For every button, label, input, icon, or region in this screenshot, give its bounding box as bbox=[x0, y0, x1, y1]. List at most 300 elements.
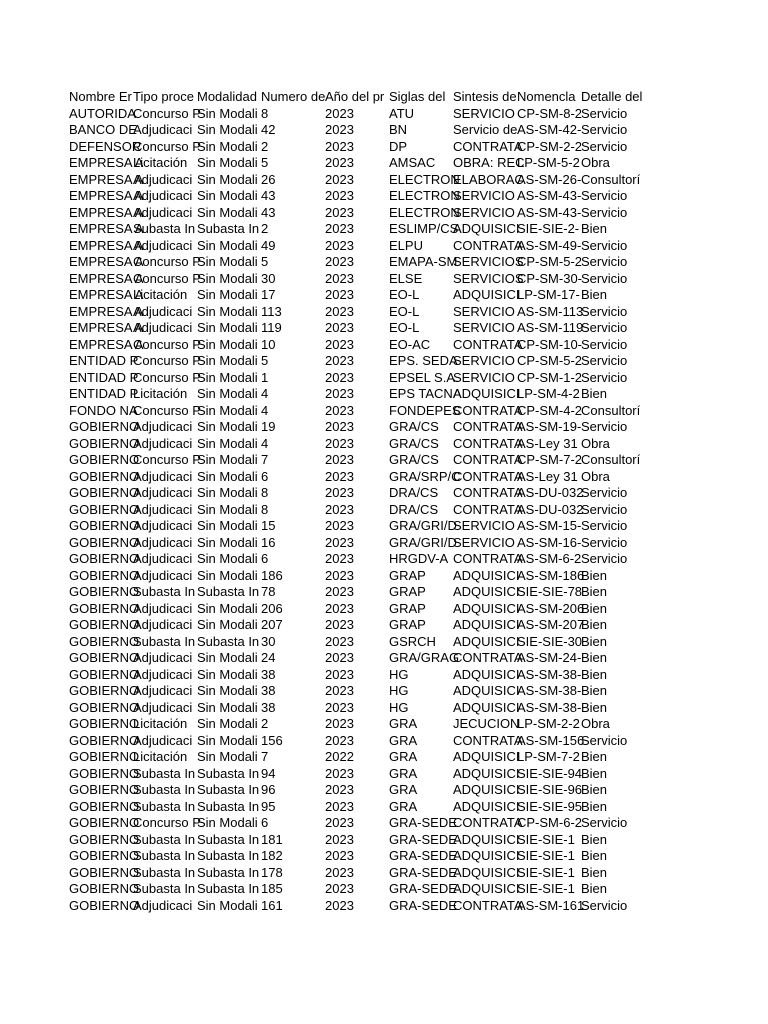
table-cell: CP-SM-2-2 bbox=[517, 138, 583, 154]
table-cell: 2 bbox=[261, 138, 269, 154]
table-cell: Sin Modali bbox=[197, 567, 258, 583]
table-cell: Servicio bbox=[581, 353, 628, 368]
table-cell: CONTRATA bbox=[453, 650, 523, 665]
table-cell: ADQUISICI bbox=[453, 683, 520, 698]
table-cell: SERVICIO bbox=[453, 303, 515, 319]
table-cell: GRA-SEDE bbox=[389, 897, 457, 913]
table-cell: AS-SM-43- bbox=[517, 204, 582, 220]
table-cell: 15 bbox=[261, 518, 276, 533]
table-row bbox=[69, 436, 689, 453]
header-cell: Siglas del bbox=[389, 89, 446, 104]
table-cell: Concurso P bbox=[133, 105, 201, 121]
table-cell: EMPRESA A bbox=[69, 204, 144, 220]
table-cell: 2023 bbox=[325, 666, 354, 682]
table-row bbox=[69, 766, 689, 783]
table-cell: Concurso P bbox=[133, 815, 201, 830]
table-cell: DEFENSOR bbox=[69, 138, 142, 154]
table-cell: LP-SM-4-2 bbox=[517, 386, 580, 401]
table-cell: Bien bbox=[581, 666, 608, 682]
table-cell: ENTIDAD P bbox=[69, 386, 139, 401]
table-row bbox=[69, 106, 689, 123]
table-cell: GOBIERNO bbox=[69, 749, 140, 764]
table-cell: Adjudicaci bbox=[133, 551, 193, 566]
table-row bbox=[69, 485, 689, 502]
table-cell: GRA/SRP/C bbox=[389, 468, 461, 484]
table-row bbox=[69, 122, 689, 139]
table-cell: Adjudicaci bbox=[133, 303, 193, 319]
table-cell: GRA-SEDE bbox=[389, 864, 457, 880]
table-cell: Subasta In bbox=[133, 765, 196, 781]
table-cell: Concurso P bbox=[133, 452, 201, 467]
table-cell: Servicio bbox=[581, 188, 628, 203]
table-cell: 186 bbox=[261, 567, 283, 583]
table-cell: EMAPA-SM bbox=[389, 254, 458, 269]
table-cell: Sin Modali bbox=[197, 270, 258, 286]
table-cell: 2022 bbox=[325, 749, 354, 764]
table-cell: GRAP bbox=[389, 617, 426, 632]
table-cell: GRA bbox=[389, 782, 418, 797]
table-cell: 178 bbox=[261, 864, 283, 880]
table-cell: 182 bbox=[261, 848, 283, 863]
table-cell: 2023 bbox=[325, 270, 354, 286]
table-cell: GOBIERNO bbox=[69, 501, 140, 517]
header-row bbox=[69, 89, 689, 106]
header-cell: Sintesis de bbox=[453, 89, 517, 104]
table-cell: EPS. SEDA bbox=[389, 353, 458, 368]
table-cell: Sin Modali bbox=[197, 518, 258, 533]
table-cell: 2023 bbox=[325, 303, 354, 319]
table-cell: 49 bbox=[261, 237, 276, 253]
table-cell: 2023 bbox=[325, 551, 354, 566]
table-cell: 30 bbox=[261, 633, 276, 649]
table-cell: 2023 bbox=[325, 171, 354, 187]
table-row bbox=[69, 881, 689, 898]
table-cell: AS-SM-19- bbox=[517, 419, 582, 434]
table-cell: Obra bbox=[581, 435, 610, 451]
table-cell: GRA-SEDE bbox=[389, 831, 457, 847]
table-cell: 2023 bbox=[325, 501, 354, 517]
table-cell: CP-SM-30- bbox=[517, 270, 583, 286]
table-cell: ADQUISICI bbox=[453, 666, 520, 682]
table-cell: GRA bbox=[389, 732, 418, 748]
table-cell: Licitación bbox=[133, 749, 188, 764]
table-cell: SERVICIOS bbox=[453, 270, 524, 286]
table-row bbox=[69, 419, 689, 436]
table-cell: ADQUISICI bbox=[453, 600, 520, 616]
table-cell: AS-SM-113 bbox=[517, 303, 584, 319]
table-cell: FONDEPES bbox=[389, 402, 461, 418]
table-cell: SIE-SIE-78 bbox=[517, 584, 583, 599]
table-cell: AS-SM-161 bbox=[517, 897, 585, 913]
table-cell: EMPRESA A bbox=[69, 155, 144, 170]
header-cell: Detalle del bbox=[581, 89, 643, 104]
table-cell: AS-SM-49- bbox=[517, 237, 582, 253]
table-cell: 2023 bbox=[325, 534, 354, 550]
table-cell: SIE-SIE-1 bbox=[517, 881, 575, 896]
table-cell: Sin Modali bbox=[197, 501, 258, 517]
table-cell: 2023 bbox=[325, 518, 354, 533]
table-cell: Adjudicaci bbox=[133, 683, 193, 698]
table-row bbox=[69, 568, 689, 585]
table-cell: 2023 bbox=[325, 732, 354, 748]
table-row bbox=[69, 386, 689, 403]
table-row bbox=[69, 716, 689, 733]
table-cell: Sin Modali bbox=[197, 435, 258, 451]
table-cell: CP-SM-10- bbox=[517, 336, 583, 352]
table-row bbox=[69, 617, 689, 634]
table-cell: SERVICIO bbox=[453, 534, 515, 550]
table-cell: DP bbox=[389, 138, 408, 154]
table-cell: 2023 bbox=[325, 798, 354, 814]
table-cell: ESLIMP/CS bbox=[389, 221, 459, 236]
table-cell: HG bbox=[389, 699, 409, 715]
table-cell: Bien bbox=[581, 386, 608, 401]
table-cell: Subasta In bbox=[197, 633, 260, 649]
table-cell: Sin Modali bbox=[197, 600, 258, 616]
table-cell: 4 bbox=[261, 402, 269, 418]
table-cell: 2023 bbox=[325, 485, 354, 500]
table-cell: AS-SM-43- bbox=[517, 188, 582, 203]
table-cell: Servicio bbox=[581, 270, 628, 286]
table-cell: Bien bbox=[581, 633, 608, 649]
table-cell: AS-SM-38- bbox=[517, 699, 582, 715]
header-cell: Modalidad bbox=[197, 89, 257, 104]
table-cell: AS-SM-186 bbox=[517, 567, 585, 583]
table-cell: 207 bbox=[261, 617, 283, 632]
table-cell: CP-SM-5-2 bbox=[517, 353, 583, 368]
table-cell: 2023 bbox=[325, 237, 354, 253]
table-cell: Servicio bbox=[581, 254, 628, 269]
table-cell: GOBIERNO bbox=[69, 716, 140, 731]
table-cell: Licitación bbox=[133, 716, 188, 731]
table-cell: AS-Ley 31 bbox=[517, 468, 578, 484]
table-cell: ADQUISICI bbox=[453, 287, 520, 302]
table-cell: LP-SM-17- bbox=[517, 287, 580, 302]
table-cell: AS-SM-206 bbox=[517, 600, 585, 616]
table-cell: Servicio bbox=[581, 551, 628, 566]
table-cell: Sin Modali bbox=[197, 369, 258, 385]
table-cell: 2023 bbox=[325, 699, 354, 715]
table-cell: Concurso P bbox=[133, 402, 201, 418]
table-cell: Adjudicaci bbox=[133, 650, 193, 665]
table-cell: EMPRESA A bbox=[69, 303, 144, 319]
table-cell: 113 bbox=[261, 303, 282, 319]
table-cell: Concurso P bbox=[133, 336, 201, 352]
table-cell: ADQUISICI bbox=[453, 386, 520, 401]
table-cell: GRA bbox=[389, 798, 418, 814]
header-cell: Año del pr bbox=[325, 89, 385, 104]
table-cell: GRA/GRAG bbox=[389, 650, 460, 665]
table-cell: Concurso P bbox=[133, 254, 201, 269]
table-cell: AMSAC bbox=[389, 155, 436, 170]
table-row bbox=[69, 238, 689, 255]
table-cell: Sin Modali bbox=[197, 419, 258, 434]
table-row bbox=[69, 320, 689, 337]
table-row bbox=[69, 584, 689, 601]
table-cell: 2023 bbox=[325, 188, 354, 203]
table-cell: 7 bbox=[261, 452, 269, 467]
table-cell: Sin Modali bbox=[197, 534, 258, 550]
table-cell: CONTRATA bbox=[453, 237, 523, 253]
table-cell: 2023 bbox=[325, 600, 354, 616]
table-cell: AUTORIDA bbox=[69, 105, 136, 121]
table-cell: 78 bbox=[261, 584, 276, 599]
table-cell: GRA/CS bbox=[389, 452, 439, 467]
table-cell: 2023 bbox=[325, 419, 354, 434]
table-cell: SERVICIO bbox=[453, 188, 515, 203]
table-row bbox=[69, 370, 689, 387]
table-cell: EO-AC bbox=[389, 336, 431, 352]
table-cell: EPS TACNA bbox=[389, 386, 462, 401]
table-cell: GOBIERNO bbox=[69, 534, 140, 550]
table-cell: GOBIERNO bbox=[69, 798, 140, 814]
table-cell: HG bbox=[389, 666, 409, 682]
table-cell: Servicio bbox=[581, 320, 628, 335]
table-cell: 2023 bbox=[325, 782, 354, 797]
header-cell: Nomencla bbox=[517, 89, 576, 104]
table-cell: 38 bbox=[261, 699, 276, 715]
table-cell: Sin Modali bbox=[197, 402, 258, 418]
table-row bbox=[69, 551, 689, 568]
table-cell: AS-Ley 31 bbox=[517, 435, 578, 451]
table-cell: GRA bbox=[389, 749, 418, 764]
table-row bbox=[69, 155, 689, 172]
table-cell: LP-SM-2-2 bbox=[517, 716, 580, 731]
table-cell: Subasta In bbox=[133, 798, 196, 814]
table-row bbox=[69, 403, 689, 420]
table-cell: GSRCH bbox=[389, 633, 436, 649]
table-cell: Adjudicaci bbox=[133, 600, 193, 616]
table-cell: Subasta In bbox=[133, 633, 196, 649]
table-row bbox=[69, 139, 689, 156]
table-cell: 16 bbox=[261, 534, 276, 550]
table-row bbox=[69, 832, 689, 849]
table-cell: Subasta In bbox=[133, 848, 196, 863]
table-row bbox=[69, 452, 689, 469]
table-cell: EMPRESA A bbox=[69, 254, 144, 269]
table-cell: Concurso P bbox=[133, 138, 201, 154]
table-cell: Adjudicaci bbox=[133, 204, 193, 220]
table-cell: ELPU bbox=[389, 237, 423, 253]
table-cell: Consultorí bbox=[581, 452, 641, 467]
table-cell: AS-SM-24- bbox=[517, 650, 582, 665]
table-cell: EMPRESA A bbox=[69, 336, 144, 352]
table-cell: Concurso P bbox=[133, 270, 201, 286]
table-row bbox=[69, 650, 689, 667]
table-cell: ADQUISICI bbox=[453, 765, 520, 781]
table-cell: Adjudicaci bbox=[133, 122, 193, 137]
table-cell: AS-SM-119 bbox=[517, 320, 584, 335]
table-cell: Sin Modali bbox=[197, 617, 258, 632]
table-cell: EMPRESA A bbox=[69, 287, 144, 302]
table-cell: AS-DU-032 bbox=[517, 485, 584, 500]
table-cell: Bien bbox=[581, 617, 608, 632]
table-cell: 2023 bbox=[325, 897, 354, 913]
table-cell: Servicio bbox=[581, 237, 628, 253]
table-cell: AS-SM-15- bbox=[517, 518, 582, 533]
table-cell: ADQUISICI bbox=[453, 567, 520, 583]
table-cell: 2023 bbox=[325, 864, 354, 880]
table-cell: EMPRESA A bbox=[69, 221, 144, 236]
table-cell: Servicio de bbox=[453, 122, 518, 137]
table-row bbox=[69, 271, 689, 288]
table-cell: GOBIERNO bbox=[69, 419, 140, 434]
table-cell: CONTRATA bbox=[453, 452, 523, 467]
table-cell: FONDO NA bbox=[69, 402, 138, 418]
table-cell: Bien bbox=[581, 831, 608, 847]
table-cell: GOBIERNO bbox=[69, 485, 140, 500]
table-cell: Concurso P bbox=[133, 369, 201, 385]
table-cell: Sin Modali bbox=[197, 749, 258, 764]
table-cell: 2023 bbox=[325, 452, 354, 467]
table-cell: Adjudicaci bbox=[133, 518, 193, 533]
table-cell: SIE-SIE-30 bbox=[517, 633, 583, 649]
table-cell: 43 bbox=[261, 204, 276, 220]
table-cell: Subasta In bbox=[197, 765, 260, 781]
table-cell: Sin Modali bbox=[197, 254, 258, 269]
table-row bbox=[69, 782, 689, 799]
table-row bbox=[69, 337, 689, 354]
table-cell: SIE-SIE-1 bbox=[517, 831, 575, 847]
table-cell: EO-L bbox=[389, 303, 420, 319]
table-cell: AS-SM-16- bbox=[517, 534, 582, 550]
table-cell: 2023 bbox=[325, 155, 354, 170]
table-cell: CP-SM-8-2 bbox=[517, 105, 583, 121]
table-cell: 2023 bbox=[325, 831, 354, 847]
table-cell: ELSE bbox=[389, 270, 423, 286]
table-cell: Subasta In bbox=[197, 881, 260, 896]
table-cell: Bien bbox=[581, 683, 608, 698]
table-cell: Sin Modali bbox=[197, 320, 258, 335]
table-cell: Sin Modali bbox=[197, 138, 258, 154]
table-cell: CONTRATA bbox=[453, 551, 523, 566]
table-row bbox=[69, 865, 689, 882]
table-cell: 2023 bbox=[325, 105, 354, 121]
table-cell: 26 bbox=[261, 171, 276, 187]
table-cell: Subasta In bbox=[133, 831, 196, 847]
table-cell: Sin Modali bbox=[197, 716, 258, 731]
table-cell: 2023 bbox=[325, 881, 354, 896]
table-cell: Bien bbox=[581, 798, 608, 814]
table-cell: 6 bbox=[261, 815, 269, 830]
table-cell: GOBIERNO bbox=[69, 897, 140, 913]
table-cell: ELABORAC bbox=[453, 171, 524, 187]
table-cell: GRA/GRI/D bbox=[389, 518, 457, 533]
table-cell: GOBIERNO bbox=[69, 633, 140, 649]
table-cell: Licitación bbox=[133, 155, 188, 170]
table-cell: Servicio bbox=[581, 336, 628, 352]
table-row bbox=[69, 469, 689, 486]
table-cell: 2023 bbox=[325, 765, 354, 781]
table-cell: GOBIERNO bbox=[69, 584, 140, 599]
table-cell: ELECTRON bbox=[389, 171, 460, 187]
table-cell: 2023 bbox=[325, 683, 354, 698]
table-cell: SIE-SIE-1 bbox=[517, 864, 575, 880]
table-cell: 6 bbox=[261, 468, 269, 484]
table-cell: GOBIERNO bbox=[69, 848, 140, 863]
table-cell: SERVICIO bbox=[453, 320, 515, 335]
table-cell: 8 bbox=[261, 501, 269, 517]
table-cell: CP-SM-1-2 bbox=[517, 369, 583, 385]
table-row bbox=[69, 749, 689, 766]
table-cell: 156 bbox=[261, 732, 283, 748]
table-cell: GOBIERNO bbox=[69, 468, 140, 484]
table-cell: Subasta In bbox=[133, 221, 196, 236]
table-cell: 185 bbox=[261, 881, 283, 896]
table-cell: Subasta In bbox=[133, 782, 196, 797]
table-row bbox=[69, 518, 689, 535]
table-cell: Sin Modali bbox=[197, 122, 258, 137]
table-cell: 10 bbox=[261, 336, 276, 352]
table-cell: 181 bbox=[261, 831, 283, 847]
table-cell: 2023 bbox=[325, 402, 354, 418]
table-row bbox=[69, 353, 689, 370]
table-cell: Sin Modali bbox=[197, 204, 258, 220]
table-cell: EMPRESA A bbox=[69, 270, 144, 286]
table-cell: Servicio bbox=[581, 138, 628, 154]
table-cell: GOBIERNO bbox=[69, 551, 140, 566]
table-cell: 7 bbox=[261, 749, 269, 764]
table-cell: SERVICIO bbox=[453, 353, 515, 368]
table-cell: AS-SM-6-2 bbox=[517, 551, 582, 566]
table-cell: 2023 bbox=[325, 468, 354, 484]
table-cell: GRA-SEDE bbox=[389, 848, 457, 863]
table-cell: Adjudicaci bbox=[133, 501, 193, 517]
table-cell: GRA/GRI/D bbox=[389, 534, 457, 550]
table-cell: ADQUISICI bbox=[453, 831, 520, 847]
table-cell: HRGDV-A bbox=[389, 551, 449, 566]
table-cell: 19 bbox=[261, 419, 276, 434]
table-cell: CONTRATA bbox=[453, 485, 523, 500]
table-cell: 2023 bbox=[325, 320, 354, 335]
table-cell: Sin Modali bbox=[197, 336, 258, 352]
table-cell: 6 bbox=[261, 551, 269, 566]
table-cell: ADQUISICI bbox=[453, 864, 520, 880]
table-cell: Subasta In bbox=[133, 881, 196, 896]
table-cell: Sin Modali bbox=[197, 386, 258, 401]
table-cell: 24 bbox=[261, 650, 276, 665]
table-cell: SIE-SIE-1 bbox=[517, 848, 575, 863]
table-cell: GOBIERNO bbox=[69, 600, 140, 616]
table-cell: Bien bbox=[581, 600, 608, 616]
table-cell: Obra bbox=[581, 468, 610, 484]
table-row bbox=[69, 733, 689, 750]
table-cell: Bien bbox=[581, 567, 608, 583]
table-cell: 8 bbox=[261, 485, 269, 500]
table-cell: EO-L bbox=[389, 287, 420, 302]
table-cell: ADQUISICI bbox=[453, 749, 520, 764]
table-cell: Adjudicaci bbox=[133, 666, 193, 682]
table-cell: Licitación bbox=[133, 386, 188, 401]
table-cell: HG bbox=[389, 683, 409, 698]
table-cell: Bien bbox=[581, 221, 608, 236]
table-cell: Sin Modali bbox=[197, 155, 258, 170]
table-cell: ADQUISICI bbox=[453, 782, 520, 797]
table-cell: ADQUISICI bbox=[453, 221, 520, 236]
table-cell: SERVICIO bbox=[453, 204, 515, 220]
table-cell: GRAP bbox=[389, 584, 426, 599]
table-cell: GRA bbox=[389, 716, 418, 731]
table-cell: Bien bbox=[581, 864, 608, 880]
table-cell: Adjudicaci bbox=[133, 237, 193, 253]
table-cell: 2023 bbox=[325, 567, 354, 583]
table-cell: CONTRATA bbox=[453, 468, 523, 484]
table-cell: ADQUISICI bbox=[453, 633, 520, 649]
table-cell: Subasta In bbox=[197, 584, 260, 599]
table-cell: SIE-SIE-94 bbox=[517, 765, 583, 781]
table-row bbox=[69, 287, 689, 304]
table-row bbox=[69, 700, 689, 717]
